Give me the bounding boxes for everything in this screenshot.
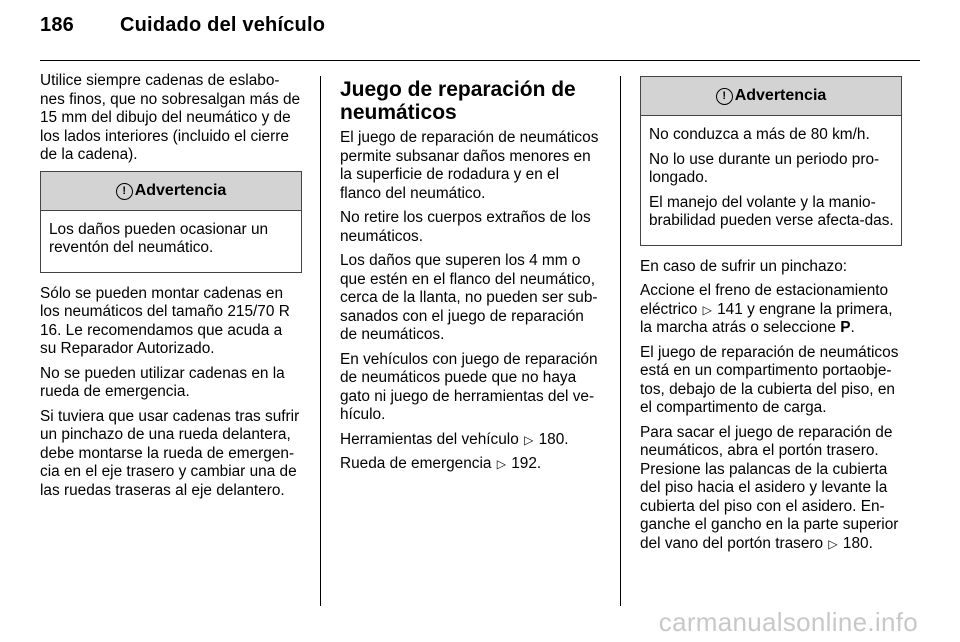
reference-page: 180. (538, 430, 569, 448)
paragraph: El juego de reparación de neumáticos está en un compartimento portaobje-tos, debajo de la cubierta del piso, en el compartimento de carga. (640, 343, 899, 416)
warning-triangle-icon: ! (716, 88, 733, 105)
paragraph: En vehículos con juego de reparación de neumáticos puede que no haya gato ni juego de herramientas del ve-hículo. (340, 350, 598, 423)
warning-box (640, 76, 902, 246)
page-reference-arrow-icon[interactable]: ▷ (828, 536, 838, 551)
warning-header (41, 172, 301, 211)
column-divider (320, 76, 321, 606)
reference-page: 192. (511, 455, 542, 472)
paragraph (640, 282, 902, 338)
text-run: Para sacar el juego de reparación de neumáticos, abra el portón trasero. Presione las palancas de la cubierta del piso hacia el asidero y levante la cubierta del piso con el asidero. En-ganche el gancho en la parte superior del vano del portón trasero (640, 423, 899, 552)
paragraph: Sólo se pueden montar cadenas en los neumáticos del tamaño 215/70 R 16. Le recomendamos que acuda a su Reparador Autorizado. (40, 284, 290, 357)
page-reference-arrow-icon: ▷ (496, 457, 506, 471)
warning-body (641, 116, 901, 245)
paragraph (640, 424, 902, 554)
page-number: 186 (40, 14, 74, 36)
paragraph: Si tuviera que usar cadenas tras sufrir un pinchazo de una rueda delantera, debe montarse la rueda de emergen-cia en el eje trasero y cambiar una de las ruedas traseras al eje delantero. (40, 407, 300, 499)
column-divider (620, 76, 621, 606)
section-heading: Juego de reparación de neumáticos (340, 78, 576, 124)
page-header (40, 14, 325, 37)
paragraph: El juego de reparación de neumáticos permite subsanar daños menores en la superficie de rodadura y en el flanco del neumático. (340, 129, 599, 202)
warning-text: El manejo del volante y la manio-brabilidad pueden verse afecta-das. (649, 193, 894, 229)
paragraph: Utilice siempre cadenas de eslabo-nes finos, que no sobresalgan más de 15 mm del dibujo del neumático y de los lados interiores (incluido el cierre de la cadena). (40, 72, 301, 163)
text-run: . (850, 319, 855, 336)
page-reference-arrow-icon[interactable]: ▷ (702, 302, 712, 317)
watermark: carmanualsonline.info (658, 607, 918, 637)
reference-link[interactable] (340, 431, 602, 450)
warning-triangle-icon: ! (116, 183, 133, 200)
warning-title: Advertencia (134, 181, 227, 199)
reference-page[interactable]: 141 (717, 300, 743, 318)
warning-title: Advertencia (734, 87, 827, 104)
gear-label: P (840, 319, 851, 336)
reference-text: Herramientas del vehículo (340, 430, 519, 448)
warning-text: No conduzca a más de 80 km/h. (649, 126, 870, 143)
column-3 (640, 76, 902, 559)
paragraph: No se pueden utilizar cadenas en la rueda de emergencia. (40, 364, 285, 400)
warning-body (41, 211, 301, 272)
reference-link[interactable] (340, 455, 602, 474)
reference-page[interactable]: 180. (842, 534, 873, 552)
reference-text: Rueda de emergencia (340, 455, 492, 472)
paragraph: En caso de sufrir un pinchazo: (640, 257, 848, 275)
warning-box (40, 171, 302, 273)
warning-text: No lo use durante un periodo pro-longado. (649, 150, 880, 186)
text-run: y engrane la primera, la marcha atrás o seleccione (640, 300, 893, 336)
text-run: Accione el freno de estacionamiento eléctrico (640, 282, 889, 318)
page-title: Cuidado del vehículo (120, 14, 326, 36)
paragraph: No retire los cuerpos extraños de los neumáticos. (340, 209, 591, 245)
warning-text: Los daños pueden ocasionar un reventón del neumático. (49, 220, 269, 256)
header-rule (40, 60, 920, 61)
warning-header (641, 77, 901, 116)
page-reference-arrow-icon: ▷ (524, 432, 534, 447)
column-2 (340, 72, 602, 480)
paragraph: Los daños que superen los 4 mm o que estén en el flanco del neumático, cerca de la llanta, no pueden ser sub-sanados con el juego de reparación de neumáticos. (340, 252, 598, 343)
column-1 (40, 72, 302, 506)
